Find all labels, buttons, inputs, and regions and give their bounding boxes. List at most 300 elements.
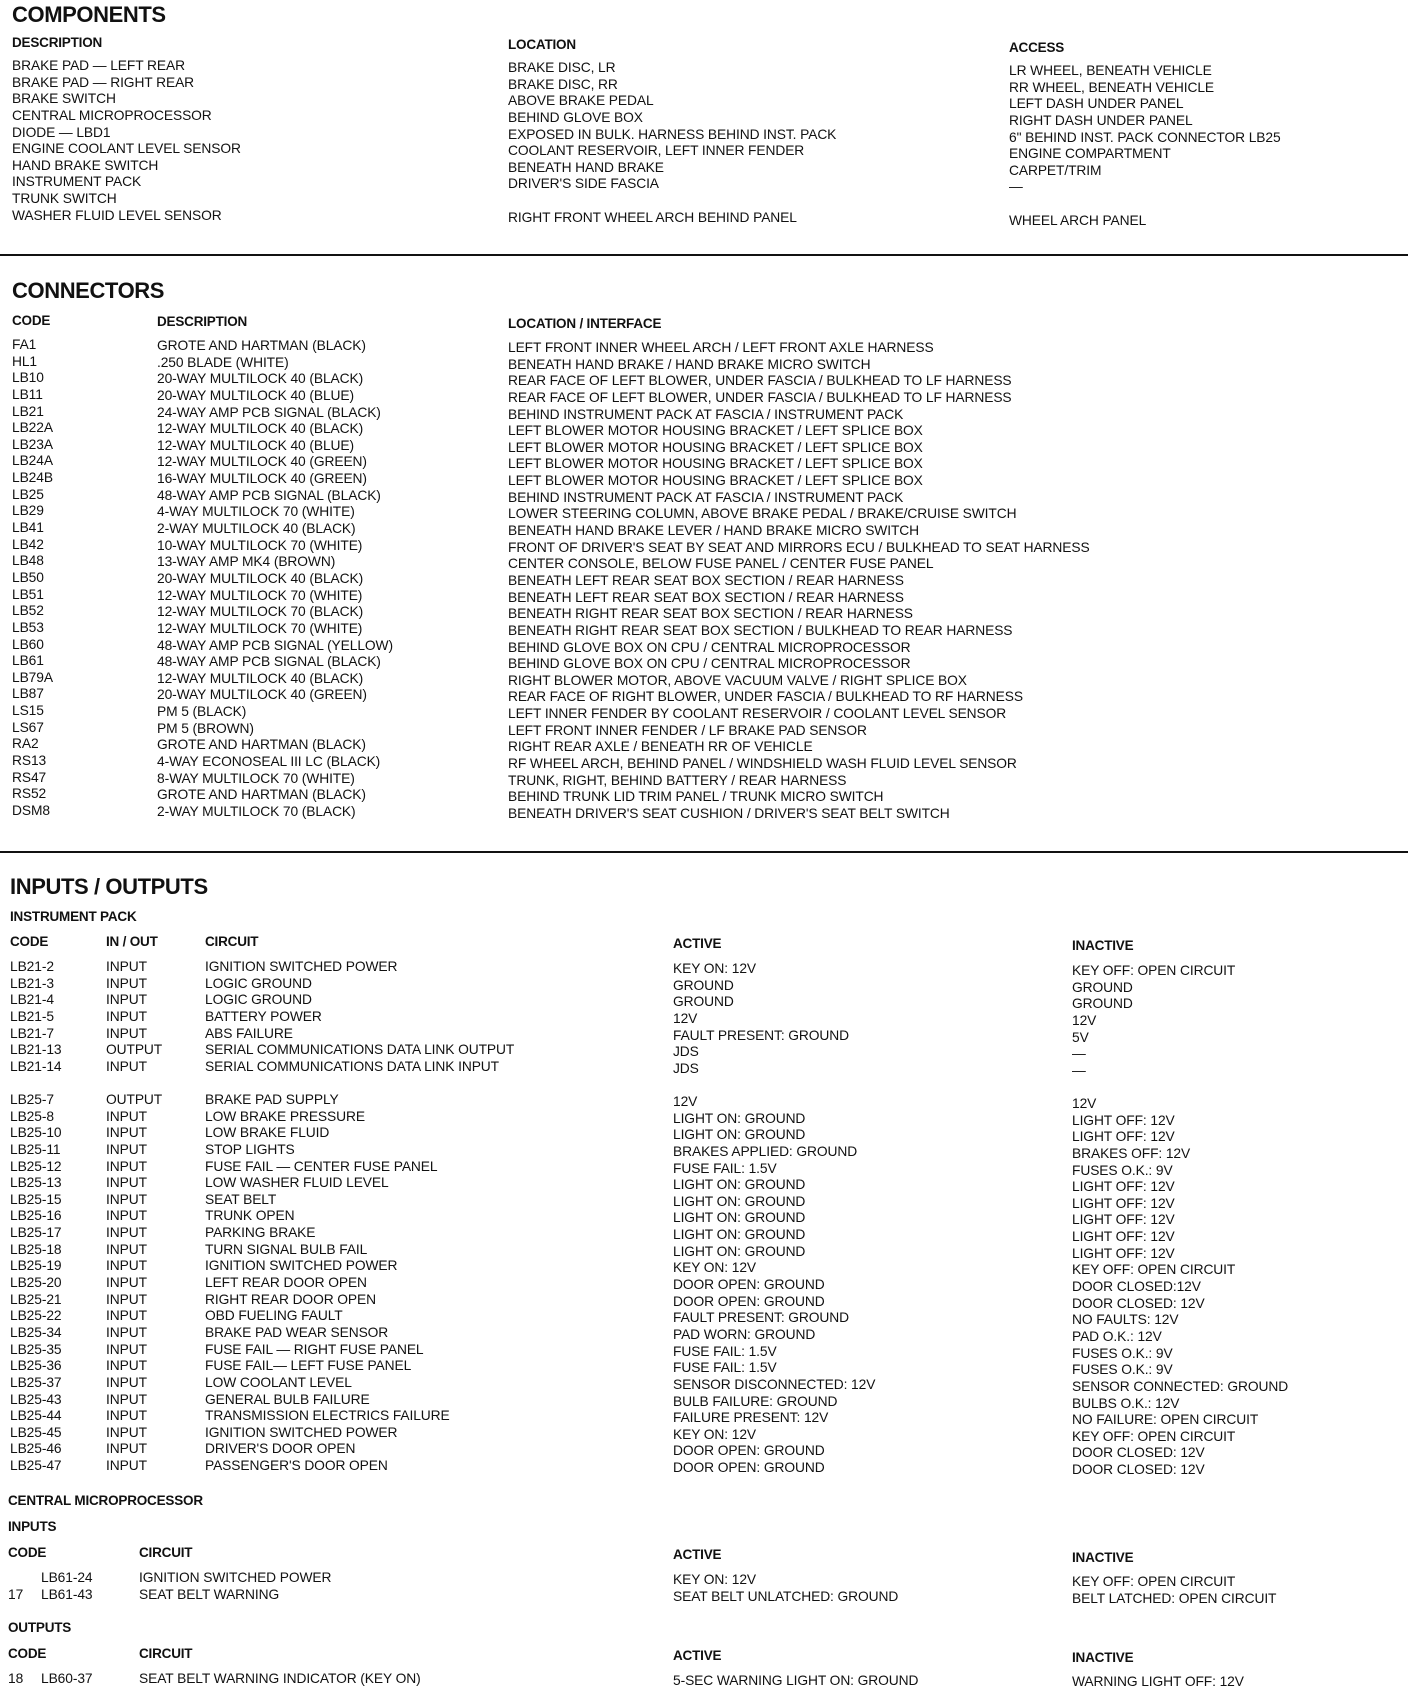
ip-inout-header: IN / OUT [106,934,158,949]
instrument-pack-title: INSTRUMENT PACK [10,909,137,924]
table-cell [508,193,836,210]
table-cell: INPUT [106,1191,147,1207]
cpu-input-inactive: BELT LATCHED: OPEN CIRCUIT [1072,1591,1277,1606]
table-cell: NO FAULTS: 12V [1072,1312,1179,1328]
table-cell: LEFT BLOWER MOTOR HOUSING BRACKET / LEFT SPLICE BOX [508,423,923,439]
table-cell: DRIVER'S DOOR OPEN [205,1441,356,1457]
cpu-input-circuit: SEAT BELT WARNING [139,1587,280,1602]
cpu-output-circuit: SEAT BELT WARNING INDICATOR (KEY ON) [139,1671,421,1686]
ip-code-header: CODE [10,934,49,949]
table-cell: 12-WAY MULTILOCK 40 (BLUE) [157,437,354,453]
table-cell: GROUND [673,977,734,993]
table-cell: INPUT [106,1441,147,1457]
cpu-input-active: SEAT BELT UNLATCHED: GROUND [673,1589,899,1604]
table-cell: INPUT [106,1241,147,1257]
table-cell: LB25-21 [10,1291,62,1307]
table-cell: BENEATH HAND BRAKE [508,159,664,175]
table-cell: 4-WAY MULTILOCK 70 (WHITE) [157,504,355,520]
cpu-input-number: 17 [8,1587,24,1602]
table-cell: LIGHT OFF: 12V [1072,1229,1175,1245]
components-access-list [1009,63,1281,229]
table-cell: INPUT [106,1308,147,1324]
components-description-header: DESCRIPTION [12,35,103,50]
table-cell: LB25-7 [10,1092,54,1107]
table-cell: INPUT [106,1058,147,1074]
table-cell: FUSE FAIL — CENTER FUSE PANEL [205,1158,438,1174]
table-cell: LIGHT ON: GROUND [673,1193,806,1209]
table-cell: SENSOR CONNECTED: GROUND [1072,1378,1289,1394]
cpu-input-code: LB61-24 [41,1570,93,1585]
table-cell: LB41 [12,520,44,536]
table-cell: LB11 [12,386,43,402]
connectors-code-header: CODE [12,313,51,328]
table-cell: 24-WAY AMP PCB SIGNAL (BLACK) [157,404,381,420]
table-cell: INSTRUMENT PACK [12,174,142,190]
table-cell: — [1009,179,1023,195]
table-cell: DIODE — LBD1 [12,124,111,140]
table-cell: LR WHEEL, BENEATH VEHICLE [1009,63,1212,78]
table-cell: LB21-4 [10,992,54,1008]
table-cell: INPUT [106,1341,147,1357]
table-cell: KEY ON: 12V [673,1260,757,1276]
table-cell: LB50 [12,569,44,585]
table-cell: FUSE FAIL: 1.5V [673,1160,777,1176]
table-cell: 20-WAY MULTILOCK 40 (BLUE) [157,387,354,403]
table-cell: LOW BRAKE FLUID [205,1125,330,1141]
table-cell: FAILURE PRESENT: 12V [673,1410,829,1426]
table-cell: LB60 [12,636,44,652]
table-cell: BEHIND GLOVE BOX [508,109,643,125]
ip-block1-inactive [1072,963,1235,1079]
table-cell: 20-WAY MULTILOCK 40 (BLACK) [157,570,364,586]
table-cell: GROUND [673,994,734,1010]
table-cell: LIGHT OFF: 12V [1072,1112,1175,1128]
table-cell: SERIAL COMMUNICATIONS DATA LINK OUTPUT [205,1042,515,1058]
table-cell: 16-WAY MULTILOCK 40 (GREEN) [157,471,367,487]
table-cell: LEFT REAR DOOR OPEN [205,1275,367,1291]
table-cell: LB25-8 [10,1108,54,1124]
cpu-output-inactive: WARNING LIGHT OFF: 12V [1072,1674,1244,1689]
ip-active-header: ACTIVE [673,936,722,951]
table-cell: LIGHT OFF: 12V [1072,1245,1175,1261]
ip-block2-inout [106,1092,162,1475]
table-cell: LOW COOLANT LEVEL [205,1374,352,1390]
table-cell: INPUT [106,1458,147,1474]
table-cell: BULBS O.K.: 12V [1072,1395,1180,1411]
table-cell: GROTE AND HARTMAN (BLACK) [157,737,366,753]
table-cell: 2-WAY MULTILOCK 40 (BLACK) [157,521,356,537]
table-cell: INPUT [106,1108,147,1124]
table-cell: LIGHT OFF: 12V [1072,1129,1175,1145]
table-cell: INPUT [106,1125,147,1141]
table-cell: INPUT [106,1424,147,1440]
table-cell: TRANSMISSION ELECTRICS FAILURE [205,1408,450,1424]
table-cell: FUSES O.K.: 9V [1072,1362,1173,1378]
table-cell: FUSES O.K.: 9V [1072,1162,1173,1178]
table-cell: DRIVER'S SIDE FASCIA [508,176,659,192]
ip-block2-circuits [205,1092,450,1475]
table-cell: ABOVE BRAKE PEDAL [508,93,654,109]
cpu-output-code: LB60-37 [41,1671,93,1686]
table-cell: LB52 [12,603,44,619]
table-cell: — [1072,1062,1086,1078]
table-cell: KEY OFF: OPEN CIRCUIT [1072,1428,1236,1444]
table-cell: BRAKES APPLIED: GROUND [673,1143,858,1159]
table-cell: TRUNK OPEN [205,1208,295,1224]
table-cell: 13-WAY AMP MK4 (BROWN) [157,554,336,570]
table-cell: DOOR OPEN: GROUND [673,1277,825,1293]
table-cell: LB25-44 [10,1408,62,1424]
table-cell: GROTE AND HARTMAN (BLACK) [157,338,366,353]
components-location-header: LOCATION [508,37,576,52]
table-cell: 48-WAY AMP PCB SIGNAL (BLACK) [157,487,381,503]
table-cell: RIGHT DASH UNDER PANEL [1009,112,1193,128]
table-cell: INPUT [106,975,147,991]
cpu-title: CENTRAL MICROPROCESSOR [8,1493,203,1508]
table-cell: KEY OFF: OPEN CIRCUIT [1072,963,1236,978]
table-cell: LB25-16 [10,1208,62,1224]
table-cell: BEHIND TRUNK LID TRIM PANEL / TRUNK MICRO SWITCH [508,789,884,805]
table-cell: REAR FACE OF LEFT BLOWER, UNDER FASCIA / BULKHEAD TO LF HARNESS [508,373,1012,389]
table-cell: ABS FAILURE [205,1025,293,1041]
connectors-description-list [157,338,393,821]
table-cell: LB25-11 [10,1141,61,1157]
table-cell: OUTPUT [106,1092,163,1107]
table-cell: DOOR CLOSED: 12V [1072,1295,1205,1311]
table-cell: GROUND [1072,996,1133,1012]
table-cell: LB42 [12,536,44,552]
ip-inactive-header: INACTIVE [1072,938,1134,953]
table-cell: LEFT FRONT INNER FENDER / LF BRAKE PAD SENSOR [508,722,867,738]
table-cell: LB21-14 [10,1058,62,1074]
table-cell: LB25 [12,486,44,502]
table-cell: LB25-19 [10,1258,62,1274]
table-cell: LB25-18 [10,1241,62,1257]
table-cell: REAR FACE OF RIGHT BLOWER, UNDER FASCIA / BULKHEAD TO RF HARNESS [508,689,1023,705]
table-cell: BEHIND GLOVE BOX ON CPU / CENTRAL MICROPROCESSOR [508,656,911,672]
table-cell: KEY ON: 12V [673,961,757,976]
table-cell: LS67 [12,719,44,735]
table-cell: IGNITION SWITCHED POWER [205,959,398,974]
table-cell: 12V [673,1010,698,1026]
table-cell: INPUT [106,1158,147,1174]
table-cell: GROTE AND HARTMAN (BLACK) [157,787,366,803]
table-cell: DOOR OPEN: GROUND [673,1460,825,1476]
table-cell: BENEATH LEFT REAR SEAT BOX SECTION / REAR HARNESS [508,589,904,605]
table-cell: INPUT [106,1324,147,1340]
table-cell: LOGIC GROUND [205,992,312,1008]
table-cell: LB25-20 [10,1275,62,1291]
table-cell: FRONT OF DRIVER'S SEAT BY SEAT AND MIRRORS ECU / BULKHEAD TO SEAT HARNESS [508,539,1090,555]
table-cell: RF WHEEL ARCH, BEHIND PANEL / WINDSHIELD WASH FLUID LEVEL SENSOR [508,756,1017,772]
table-cell: BATTERY POWER [205,1008,322,1024]
cpu-outputs-inactive-header: INACTIVE [1072,1650,1134,1665]
table-cell: LIGHT ON: GROUND [673,1110,806,1126]
table-cell: LB21-13 [10,1042,62,1058]
table-cell: NO FAILURE: OPEN CIRCUIT [1072,1412,1259,1428]
cpu-output-number: 18 [8,1671,24,1686]
table-cell: INPUT [106,1025,147,1041]
table-cell: 12-WAY MULTILOCK 70 (WHITE) [157,587,363,603]
table-cell: 12-WAY MULTILOCK 70 (WHITE) [157,620,363,636]
table-cell: LEFT BLOWER MOTOR HOUSING BRACKET / LEFT SPLICE BOX [508,439,923,455]
table-cell: INPUT [106,1208,147,1224]
table-cell: LB25-12 [10,1158,62,1174]
cpu-input-code: LB61-43 [41,1587,93,1602]
table-cell: LB24A [12,453,53,469]
ip-block2-codes [10,1092,61,1475]
table-cell: TURN SIGNAL BULB FAIL [205,1241,368,1257]
table-cell: LOW BRAKE PRESSURE [205,1108,365,1124]
table-cell: RIGHT BLOWER MOTOR, ABOVE VACUUM VALVE / RIGHT SPLICE BOX [508,672,967,688]
table-cell: LB25-47 [10,1458,62,1474]
table-cell: DSM8 [12,802,50,818]
cpu-outputs-title: OUTPUTS [8,1620,72,1635]
table-cell: 12-WAY MULTILOCK 40 (BLACK) [157,421,364,437]
table-cell: FAULT PRESENT: GROUND [673,1027,850,1043]
table-cell: RS52 [12,786,47,802]
table-cell: LB24B [12,470,53,486]
cpu-inputs-inactive-header: INACTIVE [1072,1550,1134,1565]
components-title: COMPONENTS [12,2,166,27]
table-cell: BENEATH LEFT REAR SEAT BOX SECTION / REAR HARNESS [508,572,904,588]
table-cell: BENEATH HAND BRAKE LEVER / HAND BRAKE MICRO SWITCH [508,523,920,539]
table-cell: LEFT BLOWER MOTOR HOUSING BRACKET / LEFT SPLICE BOX [508,456,923,472]
table-cell: LEFT DASH UNDER PANEL [1009,96,1184,112]
table-cell: PAD O.K.: 12V [1072,1328,1162,1344]
ip-block1-circuits [205,959,514,1075]
table-cell: SERIAL COMMUNICATIONS DATA LINK INPUT [205,1058,499,1074]
table-cell: 10-WAY MULTILOCK 70 (WHITE) [157,537,363,553]
table-cell: RR WHEEL, BENEATH VEHICLE [1009,79,1215,95]
table-cell: FAULT PRESENT: GROUND [673,1310,850,1326]
table-cell: JDS [673,1060,699,1076]
section-divider [0,254,1408,256]
table-cell: — [1072,1046,1086,1062]
table-cell: INPUT [106,1291,147,1307]
table-cell: LB25-46 [10,1441,62,1457]
table-cell: LB53 [12,619,44,635]
cpu-outputs-code-header: CODE [8,1646,47,1661]
ip-circuit-header: CIRCUIT [205,934,259,949]
components-location-list [508,60,836,226]
table-cell: OBD FUELING FAULT [205,1308,343,1324]
table-cell: BENEATH RIGHT REAR SEAT BOX SECTION / BULKHEAD TO REAR HARNESS [508,622,1013,638]
table-cell: WASHER FLUID LEVEL SENSOR [12,207,222,223]
table-cell [1009,196,1281,213]
table-cell: 20-WAY MULTILOCK 40 (GREEN) [157,687,367,703]
cpu-input-circuit: IGNITION SWITCHED POWER [139,1570,332,1585]
table-cell: DOOR OPEN: GROUND [673,1293,825,1309]
table-cell: LB25-10 [10,1125,62,1141]
table-cell: FUSES O.K.: 9V [1072,1345,1173,1361]
ip-block1-codes [10,959,61,1075]
table-cell: FUSE FAIL — RIGHT FUSE PANEL [205,1341,424,1357]
table-cell: FA1 [12,337,37,352]
table-cell: BEHIND GLOVE BOX ON CPU / CENTRAL MICROPROCESSOR [508,639,911,655]
table-cell: BRAKE DISC, LR [508,60,616,75]
table-cell: RIGHT REAR AXLE / BENEATH RR OF VEHICLE [508,739,813,755]
table-cell: 4-WAY ECONOSEAL III LC (BLACK) [157,754,381,770]
io-title: INPUTS / OUTPUTS [10,874,208,899]
table-cell: LB25-37 [10,1374,62,1390]
table-cell: BENEATH RIGHT REAR SEAT BOX SECTION / REAR HARNESS [508,606,913,622]
table-cell: LB21-2 [10,959,54,974]
connectors-title: CONNECTORS [12,278,165,303]
table-cell: WHEEL ARCH PANEL [1009,212,1147,228]
table-cell: INPUT [106,1391,147,1407]
table-cell: LB23A [12,436,53,452]
table-cell: BENEATH HAND BRAKE / HAND BRAKE MICRO SWITCH [508,356,871,372]
connectors-location-list [508,340,1090,823]
table-cell: LB25-13 [10,1175,62,1191]
table-cell: STOP LIGHTS [205,1141,295,1157]
table-cell: PM 5 (BLACK) [157,704,247,720]
table-cell: LB25-43 [10,1391,62,1407]
table-cell: 2-WAY MULTILOCK 70 (BLACK) [157,803,356,819]
cpu-outputs-circuit-header: CIRCUIT [139,1646,193,1661]
table-cell: PASSENGER'S DOOR OPEN [205,1458,388,1474]
table-cell: JDS [673,1044,699,1060]
table-cell: LIGHT OFF: 12V [1072,1195,1175,1211]
table-cell: EXPOSED IN BULK. HARNESS BEHIND INST. PACK [508,126,837,142]
table-cell: LIGHT ON: GROUND [673,1210,806,1226]
table-cell: TRUNK, RIGHT, BEHIND BATTERY / REAR HARNESS [508,772,847,788]
table-cell: PM 5 (BROWN) [157,720,254,736]
cpu-inputs-circuit-header: CIRCUIT [139,1545,193,1560]
table-cell: 20-WAY MULTILOCK 40 (BLACK) [157,371,364,387]
table-cell: OUTPUT [106,1042,163,1058]
table-cell: BRAKES OFF: 12V [1072,1145,1191,1161]
table-cell: BRAKE PAD — RIGHT REAR [12,74,195,90]
cpu-input-inactive: KEY OFF: OPEN CIRCUIT [1072,1574,1236,1589]
table-cell: SENSOR DISCONNECTED: 12V [673,1376,876,1392]
table-cell: BRAKE PAD SUPPLY [205,1092,339,1107]
table-cell: 12-WAY MULTILOCK 40 (BLACK) [157,670,364,686]
table-cell: RS13 [12,753,47,769]
table-cell: BRAKE SWITCH [12,91,116,107]
table-cell: 48-WAY AMP PCB SIGNAL (YELLOW) [157,637,393,653]
cpu-inputs-title: INPUTS [8,1519,57,1534]
table-cell: RA2 [12,736,39,752]
cpu-input-active: KEY ON: 12V [673,1572,757,1587]
ip-block1-active [673,961,849,1077]
table-cell: INPUT [106,992,147,1008]
table-cell: LB29 [12,503,44,519]
table-cell: INPUT [106,1408,147,1424]
table-cell: INPUT [106,1275,147,1291]
table-cell: HAND BRAKE SWITCH [12,157,159,173]
table-cell: TRUNK SWITCH [12,191,117,207]
table-cell: PARKING BRAKE [205,1225,316,1241]
table-cell: LB25-34 [10,1324,62,1340]
table-cell: KEY OFF: OPEN CIRCUIT [1072,1262,1236,1278]
table-cell: INPUT [106,1225,147,1241]
table-cell: LB61 [12,653,44,669]
table-cell: LB25-17 [10,1225,62,1241]
table-cell: LB51 [12,586,44,602]
table-cell: GENERAL BULB FAILURE [205,1391,370,1407]
table-cell: LB87 [12,686,44,702]
table-cell: FUSE FAIL: 1.5V [673,1360,777,1376]
table-cell: RIGHT REAR DOOR OPEN [205,1291,376,1307]
table-cell: RIGHT FRONT WHEEL ARCH BEHIND PANEL [508,209,797,225]
table-cell: INPUT [106,1141,147,1157]
table-cell: INPUT [106,1175,147,1191]
table-cell: REAR FACE OF LEFT BLOWER, UNDER FASCIA / BULKHEAD TO LF HARNESS [508,389,1012,405]
table-cell: .250 BLADE (WHITE) [157,354,289,370]
ip-block2-active [673,1094,875,1477]
table-cell: IGNITION SWITCHED POWER [205,1258,398,1274]
table-cell: LB10 [12,370,44,386]
table-cell: LOW WASHER FLUID LEVEL [205,1175,389,1191]
table-cell: LEFT BLOWER MOTOR HOUSING BRACKET / LEFT SPLICE BOX [508,473,923,489]
table-cell: PAD WORN: GROUND [673,1326,816,1342]
table-cell: BEHIND INSTRUMENT PACK AT FASCIA / INSTRUMENT PACK [508,489,904,505]
table-cell: LB48 [12,553,44,569]
table-cell: BULB FAILURE: GROUND [673,1393,838,1409]
table-cell: ENGINE COOLANT LEVEL SENSOR [12,141,241,157]
table-cell: INPUT [106,1374,147,1390]
table-cell: INPUT [106,959,147,974]
connectors-description-header: DESCRIPTION [157,314,248,329]
ip-block2-inactive [1072,1096,1288,1479]
table-cell: CENTRAL MICROPROCESSOR [12,107,212,123]
table-cell: DOOR CLOSED: 12V [1072,1462,1205,1478]
table-cell: LB25-22 [10,1308,62,1324]
table-cell: LOWER STEERING COLUMN, ABOVE BRAKE PEDAL / BRAKE/CRUISE SWITCH [508,506,1017,522]
table-cell: 5V [1072,1029,1089,1045]
table-cell: HL1 [12,353,38,369]
table-cell: RS47 [12,769,47,785]
table-cell: LIGHT OFF: 12V [1072,1212,1175,1228]
table-cell: SEAT BELT [205,1191,277,1207]
table-cell: 48-WAY AMP PCB SIGNAL (BLACK) [157,654,381,670]
table-cell: COOLANT RESERVOIR, LEFT INNER FENDER [508,143,805,159]
table-cell: 12-WAY MULTILOCK 70 (BLACK) [157,604,364,620]
table-cell: LB22A [12,420,53,436]
table-cell: LIGHT OFF: 12V [1072,1179,1175,1195]
table-cell: LB21 [12,403,44,419]
cpu-outputs-active-header: ACTIVE [673,1648,722,1663]
table-cell: LIGHT ON: GROUND [673,1243,806,1259]
table-cell: LB21-7 [10,1025,54,1041]
table-cell: INPUT [106,1358,147,1374]
table-cell: LIGHT ON: GROUND [673,1227,806,1243]
table-cell: LS15 [12,703,44,719]
cpu-inputs-code-header: CODE [8,1545,47,1560]
table-cell: LB79A [12,669,53,685]
table-cell: INPUT [106,1258,147,1274]
table-cell: LOGIC GROUND [205,975,312,991]
table-cell: 12-WAY MULTILOCK 40 (GREEN) [157,454,367,470]
table-cell: BENEATH DRIVER'S SEAT CUSHION / DRIVER'S SEAT BELT SWITCH [508,805,950,821]
table-cell: DOOR CLOSED: 12V [1072,1445,1205,1461]
table-cell: IGNITION SWITCHED POWER [205,1424,398,1440]
table-cell: ENGINE COMPARTMENT [1009,146,1171,162]
table-cell: INPUT [106,1008,147,1024]
table-cell: GROUND [1072,979,1133,995]
table-cell: LEFT INNER FENDER BY COOLANT RESERVOIR / COOLANT LEVEL SENSOR [508,706,1007,722]
table-cell: LB25-35 [10,1341,62,1357]
table-cell: FUSE FAIL: 1.5V [673,1343,777,1359]
table-cell: BRAKE DISC, RR [508,76,618,92]
table-cell: KEY ON: 12V [673,1426,757,1442]
table-cell: BRAKE PAD — LEFT REAR [12,58,185,73]
ip-block1-inout [106,959,162,1075]
table-cell: LB21-3 [10,975,54,991]
table-cell: LB25-36 [10,1358,62,1374]
